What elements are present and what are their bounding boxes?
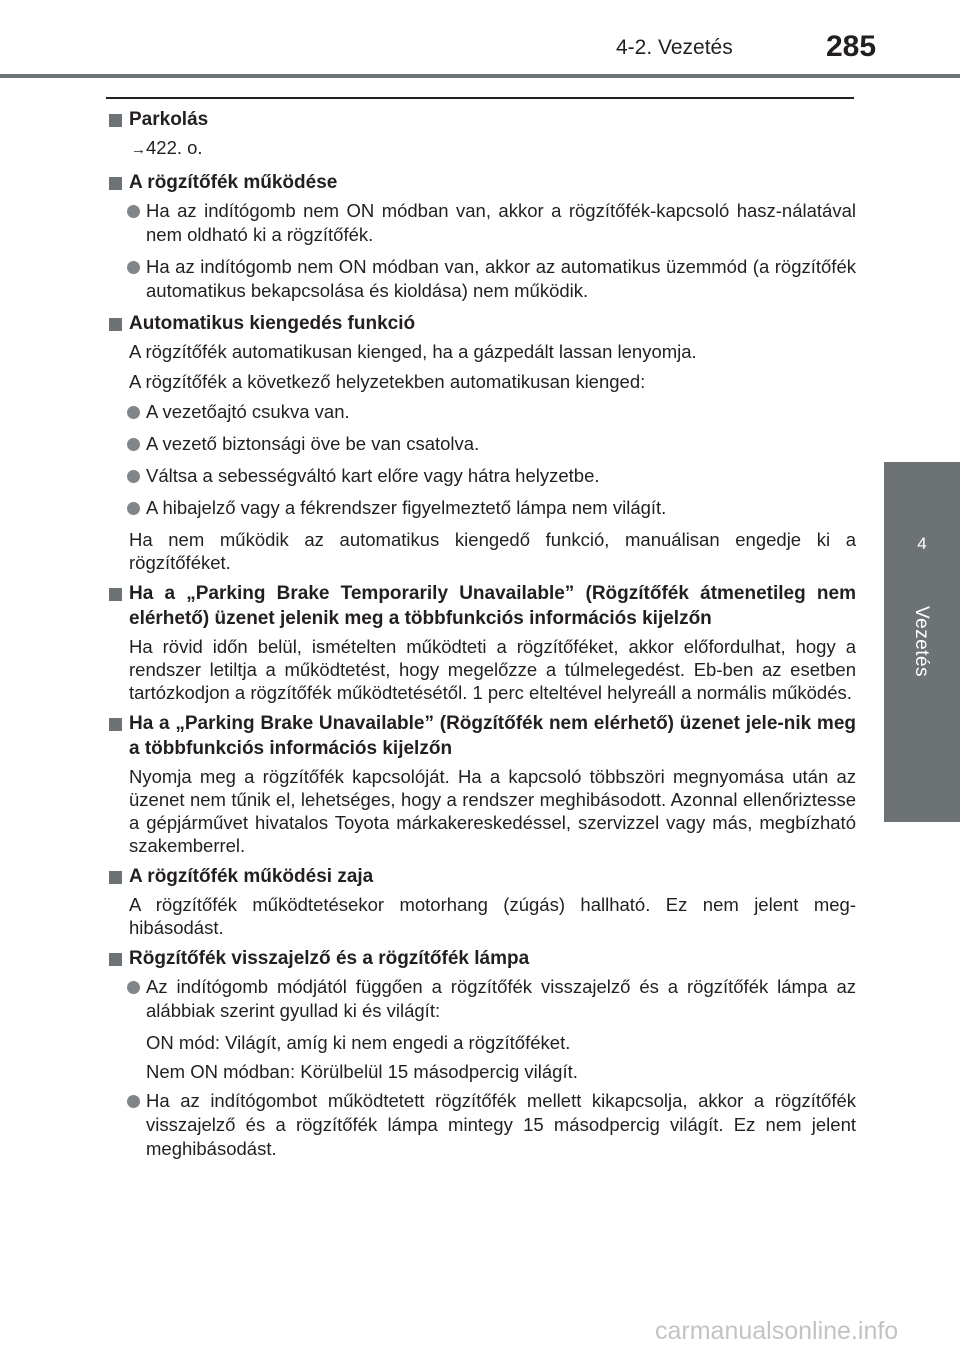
section-heading-temp-unavailable [108,581,856,631]
list-item [108,432,856,456]
paragraph: Nyomja meg a rögzítőfék kapcsolóját. Ha a kapcsoló többszöri megnyomása után az üzenet nem tűnik el, lehetséges, hogy a rendszer meghibásodott. Azonnal ellenőriztesse a gépjárművet hivatalos Toyota márkakereskedéssel, szervizzel vagy más, megbízható szakemberrel. [129,766,856,856]
section-heading-parking [108,107,856,132]
section-heading-indicator [108,946,856,971]
section-heading-noise [108,864,856,889]
section-heading-text: Ha a „Parking Brake Temporarily Unavailable” (Rögzítőfék átmenetileg nem elérhető) üzenet jelenik meg a többfunkciós információs kijelzőn [129,583,856,629]
square-bullet-icon [109,114,122,127]
circle-bullet-icon [127,205,140,218]
list-item-text: Váltsa a sebességváltó kart előre vagy hátra helyzetbe. [146,465,600,486]
header-rule [0,74,960,78]
circle-bullet-icon [127,981,140,994]
list-item-text: Ha az indítógombot működtetett rögzítőfék mellett kikapcsolja, akkor a rögzítőfék visszajelző és a rögzítőfék lámpa mintegy 15 másodpercig világít. Ez nem jelent meghibásodást. [146,1090,856,1159]
list-item-text: Az indítógomb módjától függően a rögzítőfék visszajelző és a rögzítőfék lámpa az alábbiak szerint gyullad ki és világít: [146,976,856,1021]
list-item [108,199,856,247]
section-heading-text: Automatikus kiengedés funkció [129,313,416,334]
content-top-rule [106,97,854,99]
circle-bullet-icon [127,470,140,483]
section-heading-text: Ha a „Parking Brake Unavailable” (Rögzítőfék nem elérhető) üzenet jele-nik meg a többfunkciós információs kijelzőn [129,713,856,759]
page-reference [108,136,856,162]
paragraph: Ha nem működik az automatikus kiengedő funkció, manuálisan engedje ki a rögzítőféket. [129,529,856,573]
square-bullet-icon [109,718,122,731]
paragraph: A rögzítőfék működtetésekor motorhang (zúgás) hallható. Ez nem jelent meg-hibásodást. [129,894,856,938]
section-heading-operation [108,170,856,195]
chapter-tab-label: Vezetés [911,606,932,678]
circle-bullet-icon [127,438,140,451]
page-content [108,105,856,1169]
watermark: carmanualsonline.info [655,1317,899,1345]
list-item [108,255,856,303]
arrow-right-icon: → [131,141,146,158]
section-heading-text: A rögzítőfék működése [129,172,338,193]
list-item [108,496,856,520]
chapter-tab-number: 4 [917,534,927,553]
sub-item: Nem ON módban: Körülbelül 15 másodpercig világít. [146,1061,578,1082]
circle-bullet-icon [127,261,140,274]
circle-bullet-icon [127,1095,140,1108]
list-item-text: Ha az indítógomb nem ON módban van, akkor az automatikus üzemmód (a rögzítőfék automatikus bekapcsolása és kioldása) nem működik. [146,256,856,301]
section-heading-auto-release [108,311,856,336]
section-heading-text: A rögzítőfék működési zaja [129,866,374,887]
square-bullet-icon [109,953,122,966]
list-item [108,400,856,424]
list-item-text: A vezetőajtó csukva van. [146,401,350,422]
header-section-title: 4-2. Vezetés [616,36,733,59]
circle-bullet-icon [127,502,140,515]
list-item-text: Ha az indítógomb nem ON módban van, akkor a rögzítőfék-kapcsoló hasz-nálatával nem oldható ki a rögzítőfék. [146,200,856,245]
chapter-tab [884,462,960,598]
sub-item: ON mód: Világít, amíg ki nem engedi a rögzítőféket. [146,1032,571,1053]
square-bullet-icon [109,588,122,601]
paragraph: A rögzítőfék a következő helyzetekben automatikusan kienged: [129,371,646,392]
square-bullet-icon [109,318,122,331]
section-heading-unavailable [108,711,856,761]
paragraph: Ha rövid időn belül, ismételten működteti a rögzítőféket, akkor előfordulhat, hogy a rendszer letiltja a működtetést, hogy megelőzze a túlmelegedést. Eb-ben az esetben tartózkodjon a rögzítőfék működtetésétől. 1 perc elteltével helyreáll a normális működés. [129,636,856,703]
section-heading-text: Parkolás [129,109,209,130]
list-item [108,464,856,488]
page-number: 285 [826,30,877,63]
chapter-tab-label-box [884,598,960,822]
list-item [108,975,856,1023]
square-bullet-icon [109,177,122,190]
page-reference-text: 422. o. [146,137,203,158]
section-heading-text: Rögzítőfék visszajelző és a rögzítőfék lámpa [129,948,530,969]
list-item-text: A vezető biztonsági öve be van csatolva. [146,433,480,454]
list-item [108,1089,856,1161]
circle-bullet-icon [127,406,140,419]
list-item-text: A hibajelző vagy a fékrendszer figyelmeztető lámpa nem világít. [146,497,667,518]
square-bullet-icon [109,871,122,884]
paragraph: A rögzítőfék automatikusan kienged, ha a gázpedált lassan lenyomja. [129,341,697,362]
